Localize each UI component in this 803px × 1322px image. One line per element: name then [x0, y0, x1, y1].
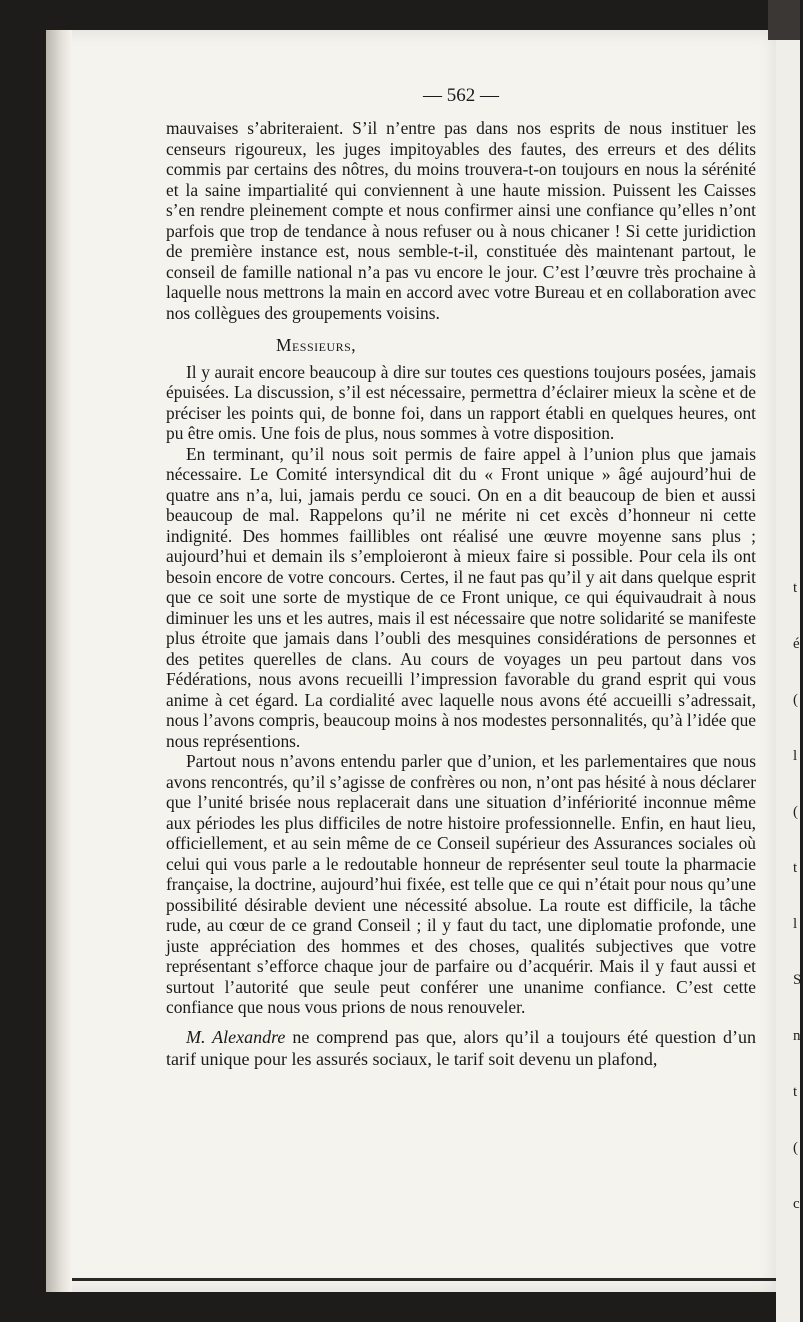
salutation: Messieurs,	[276, 335, 357, 355]
paragraph: Partout nous n’avons entendu parler que d’union, et les parlementaires que nous avons rencontrés, qu’il s’agisse de confrères ou non, n’ont pas hésité à nous déclarer que l’unité brisée nous replacerait dans une situation d’infériorité inconnue même aux périodes les plus difficiles de notre histoire professionnelle. Enfin, en haut lieu, officiellement, et au sein même de ce Conseil supérieur des Assurances sociales où celui qui vous parle a le redoutable honneur de représenter seul toute la pharmacie française, la doctrine, aujourd’hui fixée, est telle que ce qui n’était pour nous qu’une possibilité désirable devient une nécessité absolue. La route est difficile, la tâche rude, au cœur de ce grand Conseil ; il y faut du tact, une diplomatie profonde, une juste appréciation des hommes et des choses, qualités subjectives que votre représentant s’efforce chaque jour de parfaire ou d’acquérir. Mais il y faut aussi et surtout l’autorité que seule peut conférer une unanime confiance. C’est cette confiance que nous vous prions de nous renouveler.	[166, 751, 756, 1017]
paragraph: mauvaises s’abriteraient. S’il n’entre pas dans nos esprits de nous instituer les censeurs rigoureux, les juges impitoyables des fautes, des erreurs et des délits commis par certains des nôtres, du moins trouvera-t-on toujours en nous la sérénité et la saine impartialité qui conviennent à une haute mission. Puissent les Caisses s’en rendre pleinement compte et nous confirmer ainsi une confiance qu’elles n’ont parfois que trop de tendance à nous refuser ou à nous chicaner ! Si cette juridiction de première instance est, nous semble-t-il, constituée dès maintenant partout, le conseil de famille national n’a pas vu encore le jour. C’est l’œuvre très prochaine à laquelle nous mettrons la main en accord avec votre Bureau et en collaboration avec nos collègues des groupements voisins.	[166, 118, 756, 323]
edge-letter: (	[793, 692, 798, 708]
speaker-text: ne comprend pas que, alors qu’il a toujours été question d’un tarif unique pour les assurés sociaux, le tarif soit devenu un plafond,	[166, 1026, 756, 1069]
edge-letter: t	[793, 860, 798, 876]
binding-shadow	[768, 0, 800, 40]
page-content	[166, 86, 756, 1070]
paragraph: En terminant, qu’il nous soit permis de faire appel à l’union plus que jamais nécessaire. Le Comité intersyndical dit du « Front unique » âgé aujourd’hui de quatre ans n’a, lui, jamais perdu ce souci. On en a dit beaucoup de bien et aussi beaucoup de mal. Rappelons qu’il ne mérite ni cet excès d’honneur ni cette indignité. Des hommes faillibles ont réalisé une œuvre moyenne sans plus ; aujourd’hui et demain ils s’emploieront à mieux faire si possible. Pour cela ils ont besoin encore de votre concours. Certes, il ne faut pas qu’il y ait dans quelque esprit que ce soit une sorte de mystique de ce Front unique, ce qui équivaudrait à nous diminuer les uns et les autres, mais il est nécessaire que notre solidarité se manifeste plus étroite que jamais dans l’oubli des mesquines considérations de personnes et des petites querelles de clans. Au cours de voyages un peu partout dans vos Fédérations, nous avons recueilli l’impression favorable du grand esprit qui vous anime à cet égard. La cordialité avec laquelle nous avons été accueilli s’adressait, nous l’avons compris, beaucoup moins à nos modestes personnalités, qu’à l’idée que nous représentions.	[166, 443, 756, 751]
page-gutter	[46, 30, 72, 1292]
edge-letter: (	[793, 804, 798, 820]
edge-letter: S	[793, 972, 802, 988]
paragraph: Il y aurait encore beaucoup à dire sur toutes ces questions toujours posées, jamais épuisées. La discussion, s’il est nécessaire, permettra d’éclairer mieux la scène et de préciser les points qui, de bonne foi, dans un rapport établi en quelques heures, ont pu être omis. Une fois de plus, nous sommes à votre disposition.	[166, 361, 756, 443]
speaker-name: M. Alexandre	[186, 1026, 286, 1047]
paragraph	[166, 1026, 756, 1070]
facing-page-letters	[793, 560, 803, 1232]
page-number: — 562 —	[423, 85, 499, 106]
edge-letter: l	[793, 916, 798, 932]
edge-letter: n	[793, 1028, 801, 1044]
edge-letter: t	[793, 580, 798, 596]
page-bottom-edge	[72, 1278, 776, 1281]
edge-letter: l	[793, 748, 798, 764]
speaker-paragraph	[166, 1026, 756, 1070]
edge-letter: é	[793, 636, 800, 652]
edge-letter: (	[793, 1140, 798, 1156]
edge-letter: t	[793, 1084, 798, 1100]
edge-letter: c	[793, 1196, 800, 1212]
